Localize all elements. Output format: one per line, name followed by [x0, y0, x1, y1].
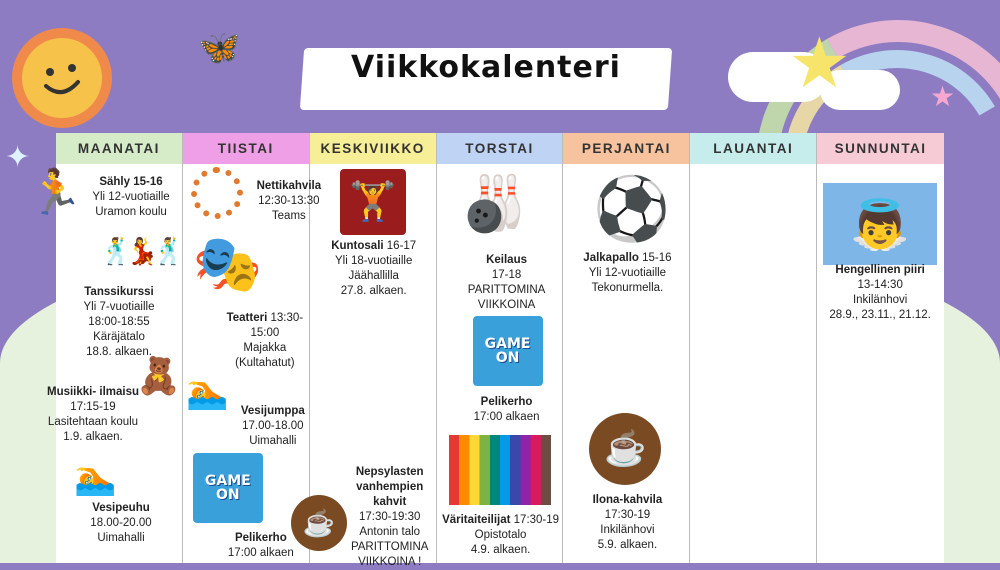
game-on-icon: GAME ON — [193, 453, 263, 523]
game-on-icon: GAME ON — [473, 316, 543, 386]
swimming-child-icon: 🏊 — [74, 459, 117, 497]
day-header-friday: PERJANTAI — [563, 133, 689, 164]
event-pelikerho-tuesday: Pelikerho 17:00 alkaen — [227, 532, 294, 559]
event-nettikahvila: Nettikahvila 12:30-13:30 Teams — [256, 180, 322, 222]
star-decoration: ★ — [788, 24, 851, 102]
coffee-cup-icon: ☕ — [589, 413, 661, 485]
day-column-saturday — [690, 133, 817, 563]
angel-icon: 👼 — [823, 183, 937, 265]
day-header-tuesday: TIISTAI — [183, 133, 309, 164]
week-calendar — [46, 133, 944, 568]
day-header-wednesday: KESKIVIIKKO — [310, 133, 436, 164]
event-keilaus: Keilaus 17-18 PARITTOMINA VIIKKOINA — [467, 254, 546, 311]
bowling-pins-icon: 🎳 — [460, 174, 528, 234]
people-circle-icon — [191, 167, 243, 219]
event-vesipeuhu: Vesipeuhu 18.00-20.00 Uimahalli — [90, 502, 152, 544]
smiling-sun-icon — [22, 38, 102, 118]
weightlifting-icon: 🏋 — [340, 169, 406, 235]
event-kuntosali: Kuntosali 16-17 Yli 18-vuotiaille Jäähallilla 27.8. alkaen. — [331, 240, 417, 297]
page-title: Viikkokalenteri — [351, 50, 621, 85]
swimmer-icon: 🏊 — [186, 373, 229, 411]
dancers-icon: 🕺💃🕺 — [100, 236, 180, 266]
day-header-thursday: TORSTAI — [437, 133, 563, 164]
teddy-drum-icon: 🧸 — [136, 355, 181, 396]
event-musiikki: Musiikki- ilmaisu 17:15-19 Lasitehtaan koulu 1.9. alkaen. — [46, 386, 140, 443]
day-column-thursday — [437, 133, 564, 563]
sparkle-decoration: ✦ — [5, 141, 31, 174]
football-icon: ⚽ — [593, 175, 671, 244]
day-header-saturday: LAUANTAI — [690, 133, 816, 164]
event-tanssikurssi: Tanssikurssi Yli 7-vuotiaille 18:00-18:55 Käräjätalo 18.8. alkaen. — [83, 286, 155, 358]
day-header-monday: MAANATAI — [56, 133, 182, 164]
event-hengellinen-piiri: Hengellinen piiri 13-14:30 Inkilänhovi 28.9., 23.11., 21.12. — [829, 264, 931, 321]
theatre-masks-icon: 🎭 — [192, 232, 263, 295]
day-column-tuesday — [183, 133, 336, 563]
day-column-sunday — [817, 133, 944, 563]
coffee-cup-icon: ☕ — [291, 495, 347, 551]
day-header-sunday: SUNNUNTAI — [817, 133, 944, 164]
day-column-wednesday — [310, 133, 437, 568]
event-varitaiteilijat: Väritaiteilijat 17:30-19 Opistotalo 4.9. alkaen. — [442, 514, 560, 556]
event-vesijumppa: Vesijumppa 17.00-18.00 Uimahalli — [240, 405, 305, 447]
event-teatteri: Teatteri 13:30- 15:00 Majakka (Kultahatut) — [226, 312, 304, 369]
day-column-friday — [563, 133, 690, 563]
butterfly-icon: 🦋 — [198, 29, 241, 67]
event-nepsylasten-kahvit: Nepsylasten vanhempien kahvit 17:30-19:30 Antonin talo PARITTOMINA VIIKKOINA ! — [350, 466, 429, 568]
event-sahly: Sähly 15-16 Yli 12-vuotiaille Uramon koulu — [92, 176, 170, 218]
event-pelikerho-thursday: Pelikerho 17:00 alkaen — [473, 396, 540, 423]
colored-pencils-icon — [449, 435, 551, 505]
pink-star-decoration: ★ — [930, 81, 956, 112]
event-jalkapallo: Jalkapallo 15-16 Yli 12-vuotiaille Tekonurmella. — [583, 252, 672, 294]
event-ilona-kahvila: Ilona-kahvila 17:30-19 Inkilänhovi 5.9. alkaen. — [592, 494, 663, 551]
runner-silhouette-icon: 🏃 — [28, 168, 83, 217]
